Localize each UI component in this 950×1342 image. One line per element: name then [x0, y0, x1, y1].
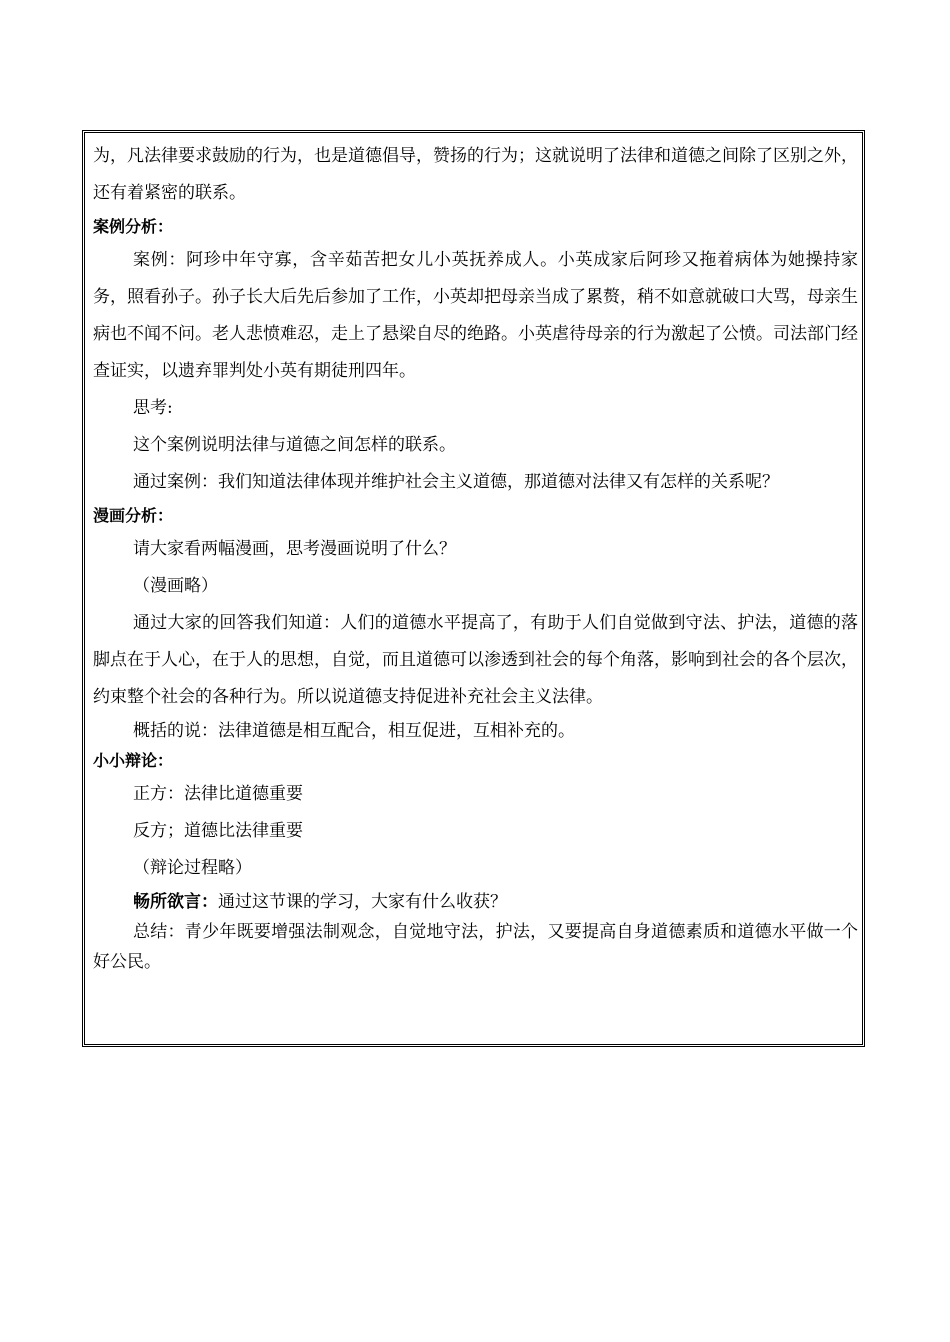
reflection-line: [93, 887, 858, 917]
comic-answer: 通过大家的回答我们知道：人们的道德水平提高了，有助于人们自觉做到守法、护法，道德的落脚点在于人心，在于人的思想，自觉，而且道德可以渗透到社会的每个角落，影响到社会的各个层次，约束整个社会的各种行为。所以说道德支持促进补充社会主义法律。: [93, 613, 858, 707]
debate-omitted-note: （辩论过程略）: [133, 858, 252, 878]
case-text: 案例：阿珍中年守寡，含辛茹苦把女儿小英抚养成人。小英成家后阿珍又拖着病体为她操持家务，照看孙子。孙子长大后先后参加了工作，小英却把母亲当成了累赘，稍不如意就破口大骂，母亲生病也不闻不问。老人悲愤难忍，走上了悬梁自尽的绝路。小英虐待母亲的行为激起了公愤。司法部门经查证实，以遗弃罪判处小英有期徒刑四年。: [93, 250, 858, 381]
debate-pro: 正方：法律比道德重要: [133, 784, 303, 804]
reflection-label: 畅所欲言：: [133, 892, 218, 912]
reflection-text: 通过这节课的学习，大家有什么收获？: [218, 892, 507, 912]
case-followup: 通过案例：我们知道法律体现并维护社会主义道德，那道德对法律又有怎样的关系呢？: [133, 472, 779, 492]
intro-paragraph: 为，凡法律要求鼓励的行为，也是道德倡导，赞扬的行为；这就说明了法律和道德之间除了区别之外，还有着紧密的联系。: [93, 146, 858, 203]
comic-analysis-heading: 漫画分析：: [93, 506, 174, 525]
think-label: 思考:: [133, 398, 173, 418]
comic-omitted-note: （漫画略）: [133, 576, 218, 596]
debate-con: 反方；道德比法律重要: [133, 821, 303, 841]
case-analysis-heading: 案例分析：: [93, 217, 174, 236]
think-question: 这个案例说明法律与道德之间怎样的联系。: [133, 435, 456, 455]
comic-prompt: 请大家看两幅漫画，思考漫画说明了什么？: [133, 539, 456, 559]
conclusion: 总结：青少年既要增强法制观念，自觉地守法，护法，又要提高自身道德素质和道德水平做一个好公民。: [93, 922, 858, 972]
summary-line: 概括的说：法律道德是相互配合，相互促进，互相补充的。: [133, 721, 575, 741]
document-body: [93, 138, 858, 977]
debate-heading: 小小辩论：: [93, 751, 174, 770]
